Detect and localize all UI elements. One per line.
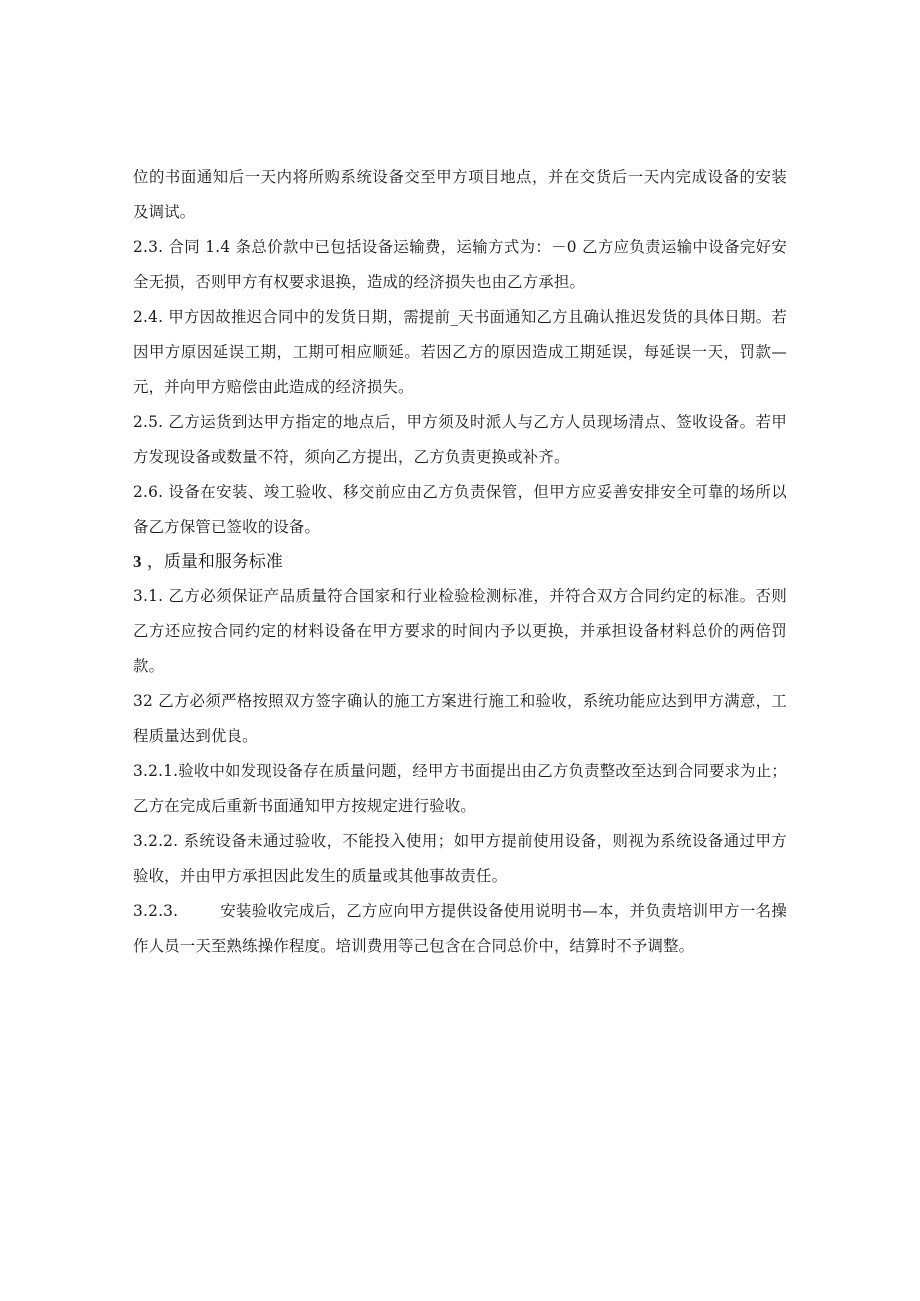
document-body — [133, 160, 787, 964]
clause-3-2-2: 3.2.2. 系统设备未通过验收，不能投入使用；如甲方提前使用设备，则视为系统设备通过甲方验收，并由甲方承担因此发生的质量或其他事故责任。 — [133, 832, 787, 885]
paragraph-delivery-continuation: 位的书面通知后一天内将所购系统设备交至甲方项目地点，并在交货后一天内完成设备的安装及调试。 — [133, 168, 787, 221]
clause-2-4: 2.4. 甲方因故推迟合同中的发货日期，需提前_天书面通知乙方且确认推迟发货的具体日期。若因甲方原因延误工期，工期可相应顺延。若因乙方的原因造成工期延误，每延误一天，罚款—元，并向甲方赔偿由此造成的经济损失。 — [133, 308, 787, 396]
clause-3-2-1: 3.2.1.验收中如发现设备存在质量问题，经甲方书面提出由乙方负责整改至达到合同要求为止；乙方在完成后重新书面通知甲方按规定进行验收。 — [133, 762, 787, 815]
clause-2-3: 2.3. 合同 1.4 条总价款中已包括设备运输费，运输方式为：－0 乙方应负责运输中设备完好安全无损，否则甲方有权要求退换，造成的经济损失也由乙方承担。 — [133, 238, 787, 291]
clause-3-1: 3.1. 乙方必须保证产品质量符合国家和行业检验检测标准，并符合双方合同约定的标准。否则乙方还应按合同约定的材料设备在甲方要求的时间内予以更换，并承担设备材料总价的两倍罚款。 — [133, 587, 787, 675]
clause-2-5: 2.5. 乙方运货到达甲方指定的地点后，甲方须及时派人与乙方人员现场清点、签收设备。若甲方发现设备或数量不符，须向乙方提出，乙方负责更换或补齐。 — [133, 413, 787, 466]
clause-3-2: 32 乙方必须严格按照双方签字确认的施工方案进行施工和验收，系统功能应达到甲方满意，工程质量达到优良。 — [133, 692, 787, 745]
section-3-number: 3 — [133, 552, 142, 571]
clause-3-2-3: 3.2.3. 安装验收完成后，乙方应向甲方提供设备使用说明书—本，并负责培训甲方一名操作人员一天至熟练操作程度。培训费用等己包含在合同总价中，结算时不予调整。 — [133, 902, 787, 955]
clause-2-6: 2.6. 设备在安装、竣工验收、移交前应由乙方负责保管，但甲方应妥善安排安全可靠的场所以备乙方保管已签收的设备。 — [133, 483, 787, 536]
section-3-heading — [133, 545, 787, 579]
section-3-title: ，质量和服务标准 — [141, 552, 283, 572]
